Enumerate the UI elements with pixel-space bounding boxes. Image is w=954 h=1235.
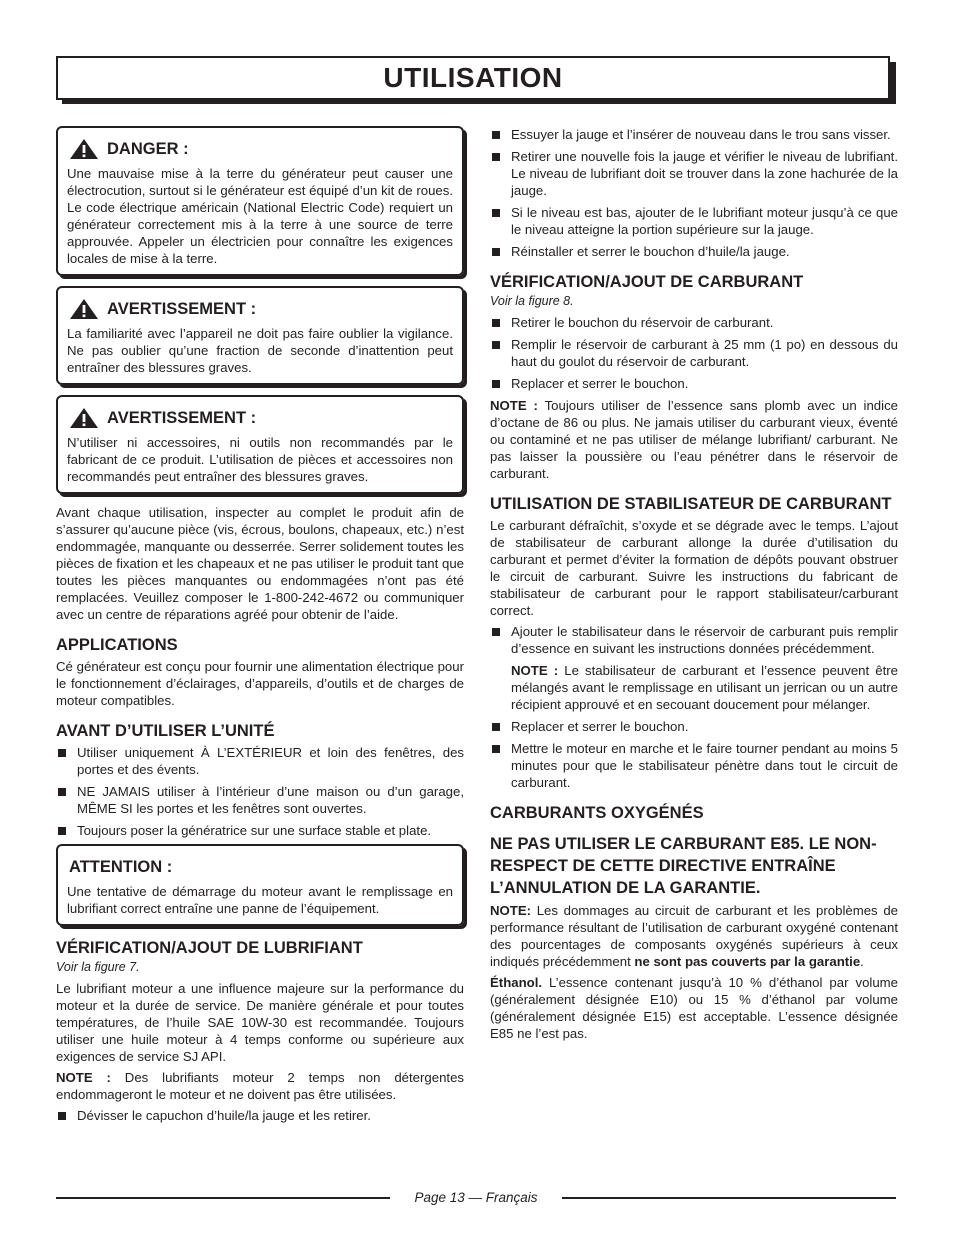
- list-item: Si le niveau est bas, ajouter de le lubrifiant moteur jusqu’à ce que le niveau atteigne la portion supérieure sur la jauge.: [490, 204, 898, 238]
- stabilisateur-list: [490, 623, 898, 657]
- warning-text-1: La familiarité avec l’appareil ne doit pas faire oublier la vigilance. Ne pas oublier qu’une fraction de seconde d’inattention peut entraîner des blessures graves.: [67, 326, 453, 375]
- e85-warning: NE PAS UTILISER LE CARBURANT E85. LE NON-RESPECT DE CETTE DIRECTIVE ENTRAÎNE L’ANNULATION DE LA GARANTIE.: [490, 835, 877, 897]
- oxygenes-note: [490, 902, 898, 970]
- applications-text: Cé générateur est conçu pour fournir une alimentation électrique pour le fonctionnement d’éclairages, d’appareils, d’outils et de charges de moteur compatibles.: [56, 659, 464, 708]
- list-item: Ajouter le stabilisateur dans le réservoir de carburant puis remplir d’essence en suivant les instructions données précédemment.: [490, 623, 898, 657]
- note-text: Toujours utiliser de l’essence sans plomb avec un indice d’octane de 86 ou plus. Ne jamais utiliser du carburant vieux, éventé ou contaminé et ne pas utiliser de mélange lubrifiant/ carburant. Ne pas laisser la poussière ou l’eau pénétrer dans le réservoir de carburant.: [490, 398, 898, 481]
- note-end: .: [860, 954, 864, 969]
- list-item: Toujours poser la génératrice sur une surface stable et plate.: [56, 822, 464, 839]
- ethanol-label: Éthanol.: [490, 975, 543, 990]
- list-item: Retirer le bouchon du réservoir de carburant.: [490, 314, 898, 331]
- attention-text: Une tentative de démarrage du moteur avant le remplissage en lubrifiant correct entraîne une panne de l’équipement.: [67, 884, 453, 916]
- title-banner: [56, 56, 896, 104]
- warning-header-2: [69, 405, 453, 431]
- danger-header: [69, 136, 453, 162]
- list-item: Utiliser uniquement À L’EXTÉRIEUR et loin des fenêtres, des portes et des évents.: [56, 744, 464, 778]
- note-text: Des lubrifiants moteur 2 temps non détergentes endommageront le moteur et ne doivent pas être utilisées.: [56, 1070, 464, 1102]
- footer-rule-right: [562, 1197, 896, 1199]
- lubrifiant-heading: VÉRIFICATION/AJOUT DE LUBRIFIANT: [56, 939, 363, 957]
- left-column: [56, 126, 464, 1129]
- oxygenes-heading: CARBURANTS OXYGÉNÉS: [490, 804, 704, 822]
- warning-label-2: AVERTISSEMENT :: [107, 408, 257, 427]
- right-column: [490, 126, 898, 1046]
- avant-heading: AVANT D’UTILISER L’UNITÉ: [56, 722, 275, 740]
- danger-text: Une mauvaise mise à la terre du générateur peut causer une électrocution, surtout si le générateur est équipé d’un kit de roues. Le code électrique américain (National Electric Code) requiert un générateur correctement mis à la terre à une source de terre approuvée. Appeler un électricien pour connaître les exigences locales de mise à la terre.: [67, 166, 453, 266]
- figure-reference: Voir la figure 8.: [490, 294, 574, 308]
- intro-paragraph: Avant chaque utilisation, inspecter au complet le produit afin de s’assurer qu’aucune pièce (vis, écrous, boulons, chapeaux, etc.) n’est endommagée, manquante ou desserrée. Serrer solidement toutes les pièces de fixation et les chapeaux et ne pas utiliser le produit tant que toutes les pièces manquantes ou endommagées n’ont pas été remplacées. Veuillez composer le 1-800-242-4672 ou communiquer avec un centre de réparations agréé pour obtenir de l’aide.: [56, 505, 464, 622]
- list-item: Essuyer la jauge et l’insérer de nouveau dans le trou sans visser.: [490, 126, 898, 143]
- page-number: Page 13 — Français: [414, 1190, 538, 1205]
- lubrifiant-text: Le lubrifiant moteur a une influence majeure sur la performance du moteur et la durée de service. De manière générale et pour toutes températures, de l’huile SAE 10W-30 est recommandée. Toujours utiliser une huile moteur à 4 temps conforme ou supérieure aux exigences de service SJ API.: [56, 981, 464, 1064]
- carburant-list: [490, 314, 898, 392]
- warning-triangle-icon: [69, 407, 99, 429]
- list-item: Replacer et serrer le bouchon.: [490, 375, 898, 392]
- list-item: Réinstaller et serrer le bouchon d’huile/la jauge.: [490, 243, 898, 260]
- attention-box: [56, 844, 464, 926]
- ethanol-paragraph: [490, 974, 898, 1042]
- warning-triangle-icon: [69, 138, 99, 160]
- attention-label: ATTENTION :: [69, 857, 173, 876]
- note-label: NOTE :: [511, 663, 559, 678]
- figure-reference: Voir la figure 7.: [56, 960, 140, 974]
- note-label: NOTE:: [490, 903, 532, 918]
- attention-header: [69, 854, 453, 880]
- page-footer: [56, 1188, 896, 1208]
- stabilisateur-heading: UTILISATION DE STABILISATEUR DE CARBURANT: [490, 495, 892, 513]
- danger-label: DANGER :: [107, 139, 189, 158]
- warning-box-1: [56, 286, 464, 385]
- page-title: UTILISATION: [383, 62, 563, 93]
- note-label: NOTE :: [56, 1070, 111, 1085]
- carburant-note: [490, 397, 898, 482]
- applications-heading: APPLICATIONS: [56, 636, 178, 654]
- warning-text-2: N’utiliser ni accessoires, ni outils non recommandés par le fabricant de ce produit. L’utilisation de pièces et accessoires non recommandés peut entraîner des blessures graves.: [67, 435, 453, 484]
- lubrifiant-steps-list: [490, 126, 898, 260]
- note-text: Le stabilisateur de carburant et l’essence peuvent être mélangés avant le remplissage en utilisant un jerrican ou un autre récipient approuvé et en secouant doucement pour mélanger.: [511, 663, 898, 712]
- title-box: [56, 56, 890, 100]
- list-item: Retirer une nouvelle fois la jauge et vérifier le niveau de lubrifiant. Le niveau de lubrifiant doit se trouver dans la zone hachurée de la jauge.: [490, 148, 898, 199]
- carburant-heading: VÉRIFICATION/AJOUT DE CARBURANT: [490, 273, 804, 291]
- footer-rule-left: [56, 1197, 390, 1199]
- danger-box: [56, 126, 464, 276]
- stabilisateur-list-2: [490, 718, 898, 791]
- list-item: Dévisser le capuchon d’huile/la jauge et les retirer.: [56, 1107, 464, 1124]
- stabilisateur-text: Le carburant défraîchit, s’oxyde et se dégrade avec le temps. L’ajout de stabilisateur de carburant allonge la durée d’utilisation du carburant et permet d’éviter la formation de dépôts pouvant obstruer le circuit de carburant. Suivre les instructions du fabricant de stabilisateur de carburant pour le rapport stabilisateur/carburant correct.: [490, 518, 898, 618]
- warning-header-1: [69, 296, 453, 322]
- ethanol-text: L’essence contenant jusqu’à 10 % d’éthanol par volume (généralement désignée E10) ou 15 % d’éthanol par volume (généralement désignée E15) est acceptable. L’essence désignée E85 ne l’est pas.: [490, 975, 898, 1041]
- lubrifiant-note: [56, 1069, 464, 1103]
- warning-label-1: AVERTISSEMENT :: [107, 299, 257, 318]
- warning-triangle-icon: [69, 298, 99, 320]
- stabilisateur-note: [511, 662, 898, 713]
- lubrifiant-list: [56, 1107, 464, 1124]
- note-label: NOTE :: [490, 398, 538, 413]
- list-item: Replacer et serrer le bouchon.: [490, 718, 898, 735]
- list-item: Mettre le moteur en marche et le faire tourner pendant au moins 5 minutes pour que le stabilisateur pénètre dans tout le circuit de carburant.: [490, 740, 898, 791]
- list-item: NE JAMAIS utiliser à l’intérieur d’une maison ou d’un garage, MÊME SI les portes et les fenêtres sont ouvertes.: [56, 783, 464, 817]
- list-item: Remplir le réservoir de carburant à 25 mm (1 po) en dessous du haut du goulot du réservoir de carburant.: [490, 336, 898, 370]
- note-bold: ne sont pas couverts par la garantie: [634, 954, 861, 969]
- avant-list: [56, 744, 464, 839]
- warning-box-2: [56, 395, 464, 494]
- note-text: Les dommages au circuit de carburant et les problèmes de performance résultant de l’utilisation de carburant oxygéné contenant des pourcentages de composants oxygénés supérieurs à ceux indiqués précédemment: [490, 903, 898, 969]
